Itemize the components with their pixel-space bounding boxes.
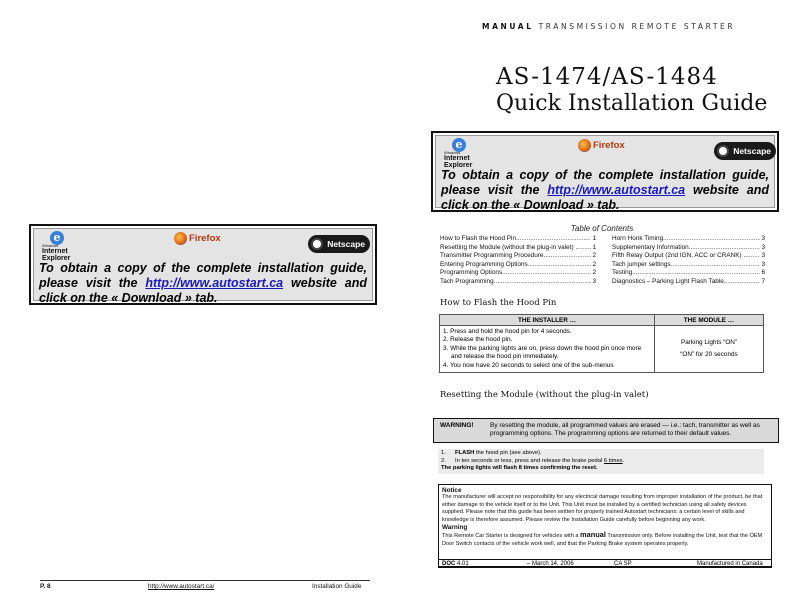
notice-text: The manufacturer will accept no responsibility for any electrical damage resulting from improper installation of the product, be that either damage to the vehicle itself or to the Unit. This Unit must be installed by a certified technician using all safety devices supplied. Please note that this guide has been written for properly trained Autostart technicians: a certain level of skills and knowledge is therefore assumed. Please review the Installation Guide carefully before beginning any work.	[442, 494, 763, 523]
reset-step-1: 1. FLASH the hood pin (see above).	[441, 450, 542, 456]
toc-entry[interactable]: Diagnostics – Parking Light Flash Table ..... 7	[612, 278, 765, 287]
document-info-line	[438, 559, 772, 568]
footer-label: Installation Guide	[312, 583, 362, 590]
download-instructions: To obtain a copy of the complete installation guide, please visit the http://www.autostart.ca website and click on the « Download » tab.	[441, 168, 769, 212]
toc-entry[interactable]: Tach jumper settings ..... 3	[612, 261, 765, 270]
section-heading-reset: Resetting the Module (without the plug-in valet)	[440, 390, 649, 400]
firefox-label: Firefox	[189, 233, 221, 244]
download-info-box	[431, 131, 779, 212]
reset-step-2: 2. In ten seconds or less, press and release the brake pedal 6 times.	[441, 457, 625, 464]
ie-label: Windows Internet Explorer	[444, 150, 473, 169]
page-number: P. 8	[40, 583, 51, 590]
ie-label: Windows Internet Explorer	[42, 243, 71, 262]
netscape-logo	[714, 142, 776, 160]
firefox-logo	[174, 232, 234, 246]
toc-entry[interactable]: Resetting the Module (without the plug-in valet) .. ..... 1	[440, 244, 596, 253]
model-title: AS-1474/AS-1484	[496, 64, 718, 90]
toc-entry[interactable]: How to Flash the Hood Pin ..... 1	[440, 235, 596, 244]
toc-entry[interactable]: Horn Honk Timing ..... 3	[612, 235, 765, 244]
doc-number: DOC 4.01	[442, 561, 469, 567]
toc-entry[interactable]: Fifth Relay Output (2nd IGN, ACC or CRANK) .... ..... 3	[612, 252, 765, 261]
toc-entry[interactable]: Tach Programming ..... 3	[440, 278, 596, 287]
netscape-ring-icon	[311, 238, 323, 250]
footer-url[interactable]: http://www.autostart.ca/	[148, 583, 215, 590]
doc-origin: Manufactured in Canada	[697, 561, 763, 567]
module-response: Parking Lights “ON” “ON” for 20 seconds	[655, 326, 764, 373]
warning-text: By resetting the module, all programmed values are erased — i.e.: tach, transmitter as well as programming options. The programming options are returned to their default values.	[490, 422, 760, 437]
internet-explorer-logo	[444, 138, 494, 168]
firefox-globe-icon	[578, 139, 591, 152]
reset-steps	[438, 449, 764, 474]
firefox-label: Firefox	[593, 140, 625, 151]
module-column-header: THE MODULE …	[655, 315, 764, 326]
installer-column-header: THE INSTALLER …	[440, 315, 655, 326]
netscape-ring-icon	[717, 145, 729, 157]
firefox-logo	[578, 139, 638, 153]
installer-steps: 1. Press and hold the hood pin for 4 seconds. 2. Release the hood pin. 3. While the parking lights are on, press down the hood pin once more and release the hood pin immediately. 4. You now have 20 seconds to select one of the sub-menus	[440, 326, 655, 373]
notice-heading: Notice	[442, 487, 462, 494]
ie-e-icon: e	[50, 231, 64, 245]
ie-e-icon: e	[452, 138, 466, 152]
notice-box	[438, 484, 772, 567]
warning-label: WARNING!	[440, 422, 474, 429]
reset-warning-box	[433, 418, 779, 443]
toc-entry[interactable]: Transmitter Programming Procedure. ..... 2	[440, 252, 596, 261]
toc-left-column	[440, 235, 596, 287]
hood-pin-table	[439, 314, 764, 373]
netscape-label: Netscape	[327, 239, 365, 249]
toc-entry[interactable]: Supplementary Information ..... 3	[612, 244, 765, 253]
toc-right-column	[612, 235, 765, 287]
toc-entry[interactable]: Programming Options ..... 2	[440, 269, 596, 278]
guide-title: Quick Installation Guide	[496, 91, 768, 116]
download-instructions: To obtain a copy of the complete installation guide, please visit the http://www.autostart.ca website and click on the « Download » tab.	[39, 261, 367, 305]
download-info-box-left	[29, 224, 377, 305]
netscape-logo	[308, 235, 370, 253]
reset-confirmation: The parking lights will flash 8 times confirming the reset.	[441, 465, 598, 472]
footer-rule	[40, 580, 370, 581]
toc-title: Table of Contents	[570, 224, 634, 233]
warning-heading: Warning	[442, 524, 468, 532]
toc-entry[interactable]: Entering Programming Options ..... 2	[440, 261, 596, 270]
running-header: MANUAL TRANSMISSION REMOTE STARTER	[482, 22, 736, 31]
netscape-label: Netscape	[733, 146, 771, 156]
doc-code: CA SP	[614, 561, 632, 567]
autostart-link[interactable]: http://www.autostart.ca	[145, 276, 284, 290]
autostart-link[interactable]: http://www.autostart.ca	[547, 183, 686, 197]
section-heading-hood-pin: How to Flash the Hood Pin	[440, 298, 557, 308]
toc-entry[interactable]: Testing ..... 6	[612, 269, 765, 278]
firefox-globe-icon	[174, 232, 187, 245]
internet-explorer-logo	[42, 231, 92, 261]
doc-date: – March 14, 2006	[527, 561, 574, 567]
warning-paragraph: This Remote Car Starter is designed for vehicles with a manual Transmission only. Before installing the Unit, test that the OEM Door Switch contacts of the vehicle work well, and that the Parking Brake system operates properly.	[442, 530, 763, 547]
